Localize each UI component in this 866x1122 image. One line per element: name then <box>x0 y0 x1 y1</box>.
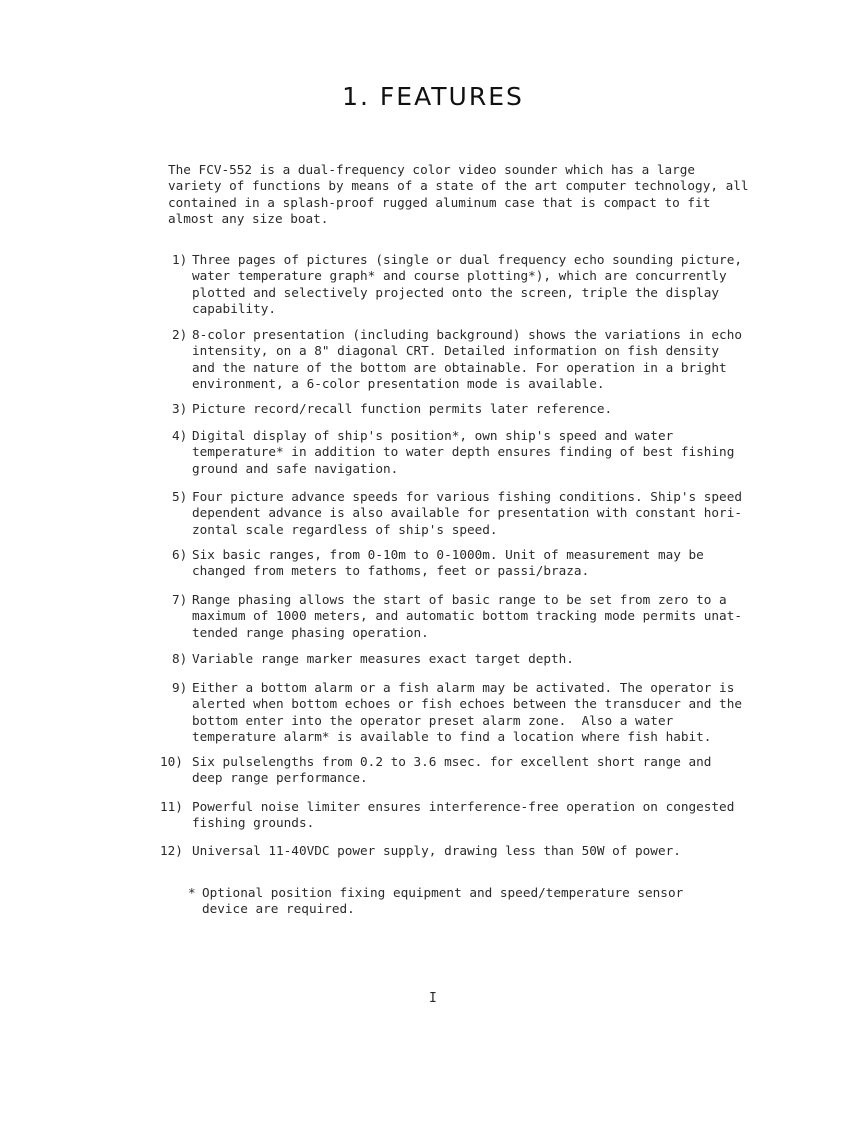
text-line: variety of functions by means of a state of the art computer technology, all <box>168 178 749 194</box>
text-line: changed from meters to fathoms, feet or passi/braza. <box>192 563 590 579</box>
item-number: 6) <box>172 547 188 562</box>
feature-item <box>192 327 742 392</box>
text-line: Three pages of pictures (single or dual frequency echo sounding picture, <box>192 252 742 267</box>
text-line: and the nature of the bottom are obtainable. For operation in a bright <box>192 359 727 375</box>
text-line: 8-color presentation (including background) shows the variations in echo <box>192 327 742 342</box>
item-number: 7) <box>172 592 188 607</box>
text-line: zontal scale regardless of ship's speed. <box>192 521 498 537</box>
text-line: Either a bottom alarm or a fish alarm may be activated. The operator is <box>192 680 735 695</box>
text-line: tended range phasing operation. <box>192 624 429 640</box>
page-number: I <box>429 991 437 1006</box>
text-line: The FCV-552 is a dual-frequency color video sounder which has a large <box>168 162 696 177</box>
feature-item <box>192 651 574 667</box>
text-line: temperature* in addition to water depth ensures finding of best fishing <box>192 444 735 460</box>
page-title: 1. FEATURES <box>342 82 524 111</box>
feature-item <box>192 754 711 787</box>
feature-item <box>192 547 704 580</box>
text-line: intensity, on a 8" diagonal CRT. Detailed information on fish density <box>192 343 720 359</box>
text-line: Four picture advance speeds for various fishing conditions. Ship's speed <box>192 489 742 504</box>
feature-item <box>192 252 742 317</box>
text-line: bottom enter into the operator preset alarm zone. Also a water <box>192 712 674 728</box>
text-line: maximum of 1000 meters, and automatic bottom tracking mode permits unat- <box>192 608 742 624</box>
feature-item <box>192 799 734 832</box>
feature-item <box>192 489 742 538</box>
item-number: 1) <box>172 252 188 267</box>
item-number: 8) <box>172 651 188 666</box>
intro-paragraph <box>168 162 749 227</box>
footnote <box>202 885 683 918</box>
feature-item <box>192 401 612 417</box>
text-line: environment, a 6-color presentation mode is available. <box>192 375 605 391</box>
text-line: Range phasing allows the start of basic range to be set from zero to a <box>192 592 727 607</box>
text-line: alerted when bottom echoes or fish echoes between the transducer and the <box>192 696 742 712</box>
text-line: Powerful noise limiter ensures interference-free operation on congested <box>192 799 735 814</box>
text-line: deep range performance. <box>192 770 368 786</box>
text-line: ground and safe navigation. <box>192 460 399 476</box>
text-line: fishing grounds. <box>192 815 315 831</box>
feature-item <box>192 680 742 745</box>
item-number: 11) <box>160 799 183 814</box>
text-line: plotted and selectively projected onto the screen, triple the display <box>192 284 720 300</box>
text-line: Six basic ranges, from 0-10m to 0-1000m. Unit of measurement may be <box>192 547 704 562</box>
item-number: 2) <box>172 327 188 342</box>
item-number: 3) <box>172 401 188 416</box>
feature-item <box>192 843 681 859</box>
text-line: capability. <box>192 300 277 316</box>
feature-item <box>192 592 742 641</box>
item-number: 12) <box>160 843 183 858</box>
text-line: Six pulselengths from 0.2 to 3.6 msec. for excellent short range and <box>192 754 712 769</box>
text-line: Digital display of ship's position*, own ship's speed and water <box>192 428 674 443</box>
text-line: Variable range marker measures exact target depth. <box>192 651 574 666</box>
text-line: almost any size boat. <box>168 210 329 226</box>
text-line: Picture record/recall function permits later reference. <box>192 401 613 416</box>
text-line: Universal 11-40VDC power supply, drawing less than 50W of power. <box>192 843 681 858</box>
text-line: dependent advance is also available for presentation with constant hori- <box>192 505 742 521</box>
text-line: device are required. <box>202 901 355 917</box>
text-line: contained in a splash-proof rugged aluminum case that is compact to fit <box>168 194 711 210</box>
item-number: 9) <box>172 680 188 695</box>
item-number: 4) <box>172 428 188 443</box>
text-line: temperature alarm* is available to find a location where fish habit. <box>192 728 712 744</box>
item-number: 5) <box>172 489 188 504</box>
feature-item <box>192 428 734 477</box>
text-line: Optional position fixing equipment and speed/temperature sensor <box>202 885 684 900</box>
text-line: water temperature graph* and course plotting*), which are concurrently <box>192 268 727 284</box>
footnote-mark: * <box>188 885 196 900</box>
item-number: 10) <box>160 754 183 769</box>
